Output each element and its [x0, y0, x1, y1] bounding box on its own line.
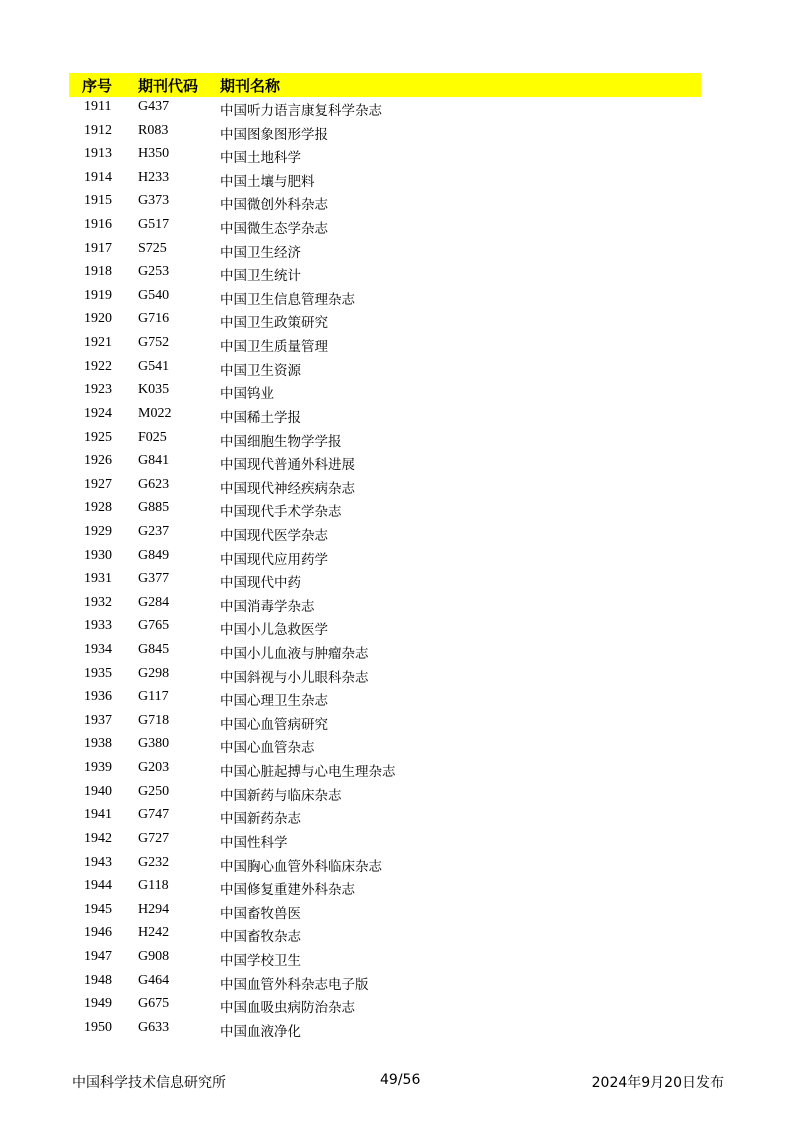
row-name: 中国钨业 — [220, 386, 274, 403]
row-seq: 1913 — [84, 146, 112, 162]
row-seq: 1939 — [84, 760, 112, 776]
row-name: 中国卫生信息管理杂志 — [220, 291, 355, 308]
row-code: G623 — [138, 476, 170, 492]
row-code: K035 — [138, 382, 170, 398]
row-seq: 1912 — [84, 122, 112, 138]
row-name: 中国现代普通外科进展 — [220, 457, 355, 474]
table-row — [0, 428, 794, 452]
row-code: H294 — [138, 901, 170, 917]
table-row — [0, 640, 794, 664]
row-name: 中国现代应用药学 — [220, 551, 328, 568]
row-code: R083 — [138, 122, 169, 138]
row-name: 中国畜牧杂志 — [220, 929, 301, 946]
row-name: 中国卫生统计 — [220, 268, 301, 285]
row-code: F025 — [138, 429, 167, 445]
row-code: G284 — [138, 594, 170, 610]
table-row — [0, 121, 794, 145]
row-seq: 1919 — [84, 287, 112, 303]
row-name: 中国现代手术学杂志 — [220, 504, 342, 521]
table-row — [0, 1018, 794, 1042]
row-seq: 1949 — [84, 996, 112, 1012]
row-name: 中国现代神经疾病杂志 — [220, 480, 355, 497]
row-seq: 1922 — [84, 358, 112, 374]
row-name: 中国土壤与肥料 — [220, 173, 315, 190]
row-code: G633 — [138, 1019, 170, 1035]
row-code: H350 — [138, 146, 170, 162]
row-code: G765 — [138, 618, 170, 634]
row-name: 中国性科学 — [220, 834, 288, 851]
row-name: 中国微创外科杂志 — [220, 197, 328, 214]
row-code: G298 — [138, 665, 170, 681]
row-name: 中国修复重建外科杂志 — [220, 882, 355, 899]
row-code: S725 — [138, 240, 167, 256]
row-seq: 1925 — [84, 429, 112, 445]
table-row — [0, 262, 794, 286]
row-name: 中国血吸虫病防治杂志 — [220, 1000, 355, 1017]
header-seq: 序号 — [82, 77, 113, 95]
row-code: G380 — [138, 736, 170, 752]
row-seq: 1914 — [84, 169, 112, 185]
row-name: 中国新药杂志 — [220, 811, 301, 828]
row-seq: 1911 — [84, 99, 112, 114]
table-row — [0, 191, 794, 215]
table-row — [0, 522, 794, 546]
table-row — [0, 758, 794, 782]
row-seq: 1928 — [84, 500, 112, 516]
row-seq: 1947 — [84, 948, 112, 964]
row-name: 中国卫生政策研究 — [220, 315, 328, 332]
row-seq: 1915 — [84, 193, 112, 209]
table-row — [0, 734, 794, 758]
row-seq: 1946 — [84, 925, 112, 941]
header-code: 期刊代码 — [138, 77, 199, 95]
row-name: 中国卫生经济 — [220, 244, 301, 261]
table-row — [0, 144, 794, 168]
row-code: G464 — [138, 972, 170, 988]
table-row — [0, 498, 794, 522]
table-row — [0, 971, 794, 995]
row-code: M022 — [138, 405, 172, 421]
row-name: 中国消毒学杂志 — [220, 598, 315, 615]
row-seq: 1936 — [84, 689, 112, 705]
row-seq: 1923 — [84, 382, 112, 398]
row-seq: 1941 — [84, 807, 112, 823]
table-row — [0, 404, 794, 428]
table-row — [0, 475, 794, 499]
row-seq: 1929 — [84, 523, 112, 539]
row-code: G118 — [138, 878, 169, 894]
table-row — [0, 805, 794, 829]
row-name: 中国稀土学报 — [220, 409, 301, 426]
row-name: 中国细胞生物学学报 — [220, 433, 342, 450]
row-code: G718 — [138, 712, 170, 728]
page-footer — [0, 1072, 794, 1092]
table-row — [0, 239, 794, 263]
row-seq: 1931 — [84, 571, 112, 587]
table-row — [0, 215, 794, 239]
row-code: G203 — [138, 760, 170, 776]
table-row — [0, 900, 794, 924]
table-row — [0, 97, 794, 121]
row-name: 中国心血管杂志 — [220, 740, 315, 757]
header-name: 期刊名称 — [220, 77, 281, 95]
row-seq: 1921 — [84, 335, 112, 351]
table-header — [69, 73, 701, 97]
table-row — [0, 333, 794, 357]
row-code: G377 — [138, 571, 170, 587]
row-name: 中国卫生资源 — [220, 362, 301, 379]
row-name: 中国新药与临床杂志 — [220, 787, 342, 804]
row-code: G541 — [138, 358, 170, 374]
row-code: G437 — [138, 99, 170, 114]
row-code: G517 — [138, 217, 170, 233]
table-row — [0, 994, 794, 1018]
row-seq: 1944 — [84, 878, 112, 894]
row-seq: 1938 — [84, 736, 112, 752]
table-row — [0, 853, 794, 877]
table-row — [0, 569, 794, 593]
row-seq: 1920 — [84, 311, 112, 327]
row-code: G849 — [138, 547, 170, 563]
row-code: G540 — [138, 287, 170, 303]
row-name: 中国心理卫生杂志 — [220, 693, 328, 710]
row-code: G752 — [138, 335, 170, 351]
row-code: G727 — [138, 830, 170, 846]
row-name: 中国土地科学 — [220, 150, 301, 167]
row-seq: 1924 — [84, 405, 112, 421]
row-code: G237 — [138, 523, 170, 539]
row-seq: 1933 — [84, 618, 112, 634]
row-seq: 1945 — [84, 901, 112, 917]
table-row — [0, 923, 794, 947]
row-name: 中国微生态学杂志 — [220, 221, 328, 238]
row-seq: 1943 — [84, 854, 112, 870]
row-seq: 1934 — [84, 642, 112, 658]
row-name: 中国学校卫生 — [220, 952, 301, 969]
row-name: 中国现代医学杂志 — [220, 527, 328, 544]
footer-date: 2024年9月20日发布 — [591, 1075, 724, 1091]
row-code: G908 — [138, 948, 170, 964]
row-seq: 1926 — [84, 453, 112, 469]
row-name: 中国听力语言康复科学杂志 — [220, 103, 382, 119]
table-row — [0, 876, 794, 900]
row-seq: 1937 — [84, 712, 112, 728]
row-name: 中国卫生质量管理 — [220, 339, 328, 356]
row-code: G841 — [138, 453, 170, 469]
row-code: G747 — [138, 807, 170, 823]
table-row — [0, 546, 794, 570]
row-seq: 1940 — [84, 783, 112, 799]
row-name: 中国心脏起搏与心电生理杂志 — [220, 764, 396, 781]
row-code: G885 — [138, 500, 170, 516]
table-row — [0, 687, 794, 711]
row-seq: 1932 — [84, 594, 112, 610]
row-code: G250 — [138, 783, 170, 799]
row-name: 中国现代中药 — [220, 575, 301, 592]
row-seq: 1942 — [84, 830, 112, 846]
row-seq: 1916 — [84, 217, 112, 233]
row-seq: 1948 — [84, 972, 112, 988]
table-row — [0, 782, 794, 806]
table-row — [0, 947, 794, 971]
row-code: G675 — [138, 996, 170, 1012]
row-name: 中国血液净化 — [220, 1023, 301, 1040]
table-row — [0, 664, 794, 688]
row-code: G232 — [138, 854, 170, 870]
row-seq: 1927 — [84, 476, 112, 492]
row-seq: 1918 — [84, 264, 112, 280]
row-name: 中国胸心血管外科临床杂志 — [220, 858, 382, 875]
row-code: G845 — [138, 642, 170, 658]
row-code: H242 — [138, 925, 170, 941]
table-row — [0, 168, 794, 192]
row-code: G253 — [138, 264, 170, 280]
table-row — [0, 357, 794, 381]
table-row — [0, 380, 794, 404]
row-seq: 1930 — [84, 547, 112, 563]
row-seq: 1917 — [84, 240, 112, 256]
row-code: G117 — [138, 689, 169, 705]
row-name: 中国小儿血液与肿瘤杂志 — [220, 646, 369, 663]
table-row — [0, 451, 794, 475]
table-row — [0, 286, 794, 310]
table-row — [0, 829, 794, 853]
row-code: G373 — [138, 193, 170, 209]
row-name: 中国斜视与小儿眼科杂志 — [220, 669, 369, 686]
row-code: G716 — [138, 311, 170, 327]
row-name: 中国图象图形学报 — [220, 126, 328, 143]
row-seq: 1950 — [84, 1019, 112, 1035]
row-name: 中国畜牧兽医 — [220, 905, 301, 922]
table-row — [0, 593, 794, 617]
row-seq: 1935 — [84, 665, 112, 681]
journal-table-body — [0, 97, 794, 1041]
row-name: 中国小儿急救医学 — [220, 622, 328, 639]
table-row — [0, 711, 794, 735]
footer-page-number: 49/56 — [380, 1072, 421, 1088]
table-row — [0, 309, 794, 333]
row-name: 中国血管外科杂志电子版 — [220, 976, 369, 993]
table-row — [0, 616, 794, 640]
row-name: 中国心血管病研究 — [220, 716, 328, 733]
row-code: H233 — [138, 169, 170, 185]
footer-org: 中国科学技术信息研究所 — [72, 1075, 226, 1091]
